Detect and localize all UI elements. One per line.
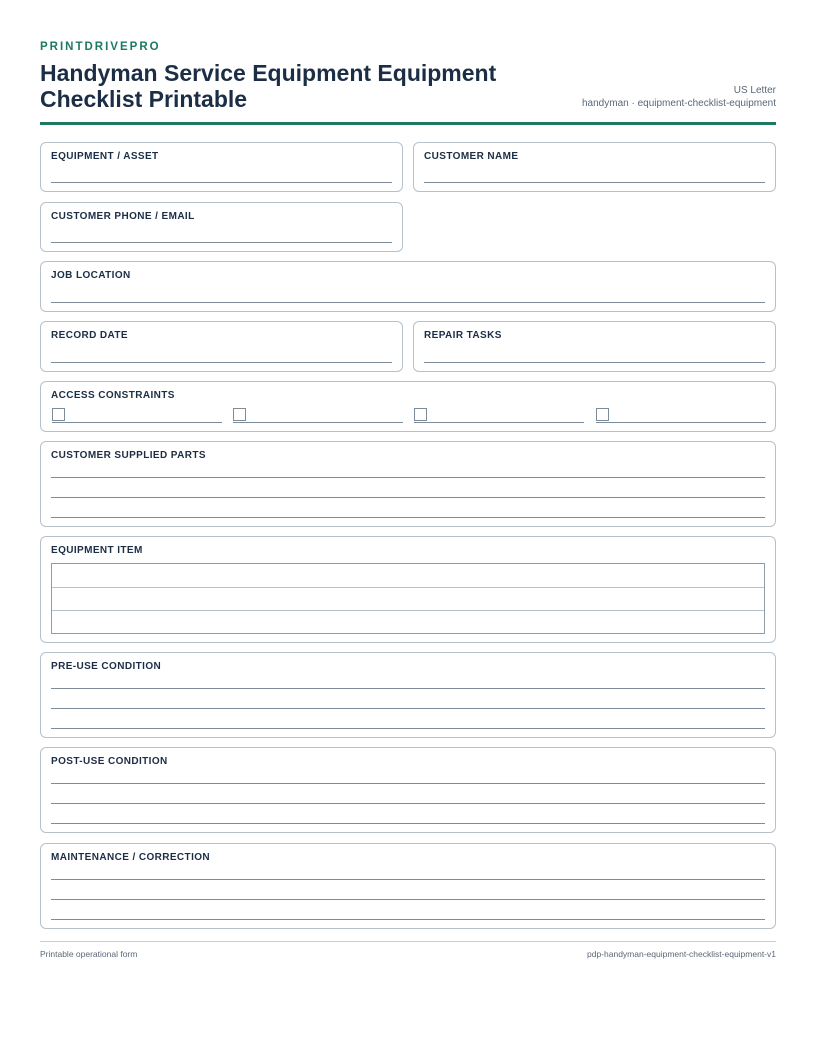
field-job-location [40,261,776,312]
write-line[interactable] [51,728,765,729]
write-line[interactable] [51,823,765,824]
access-option [414,408,584,424]
write-line[interactable] [51,688,765,689]
field-label: JOB LOCATION [51,270,131,281]
checkbox[interactable] [233,408,246,421]
footer-form-id: pdp-handyman-equipment-checklist-equipment-v1 [587,949,776,959]
field-label: REPAIR TASKS [424,330,502,341]
write-line[interactable] [51,242,392,243]
write-line[interactable] [51,182,392,183]
write-line[interactable] [51,879,765,880]
field-equipment-item [40,536,776,643]
table-row-divider [52,610,764,611]
equipment-table [51,563,765,634]
write-line[interactable] [51,477,765,478]
checkbox[interactable] [596,408,609,421]
access-option [52,408,222,424]
checkbox[interactable] [414,408,427,421]
field-label: CUSTOMER SUPPLIED PARTS [51,450,206,461]
field-repair-tasks [413,321,776,372]
field-record-date [40,321,403,372]
write-line[interactable] [51,919,765,920]
footer-left-text: Printable operational form [40,949,138,959]
field-label: EQUIPMENT ITEM [51,545,143,556]
write-line[interactable] [51,803,765,804]
write-line[interactable] [424,182,765,183]
field-label: POST-USE CONDITION [51,756,168,767]
write-line[interactable] [233,422,403,423]
field-label: MAINTENANCE / CORRECTION [51,852,211,863]
brand-logo: PRINTDRIVEPRO [40,41,161,53]
page-meta [582,84,776,110]
field-label: CUSTOMER PHONE / EMAIL [51,211,195,222]
table-row-divider [52,587,764,588]
write-line[interactable] [596,422,766,423]
field-label: PRE-USE CONDITION [51,661,162,672]
write-line[interactable] [51,899,765,900]
checkbox[interactable] [52,408,65,421]
field-maintenance-correction [40,843,776,929]
write-line[interactable] [51,708,765,709]
header-rule [40,122,776,125]
write-line[interactable] [414,422,584,423]
field-access-constraints [40,381,776,432]
field-equipment-asset [40,142,403,192]
field-customer-supplied-parts [40,441,776,527]
field-pre-use-condition [40,652,776,738]
write-line[interactable] [51,517,765,518]
field-post-use-condition [40,747,776,833]
field-label: CUSTOMER NAME [424,151,519,162]
field-label: EQUIPMENT / ASSET [51,151,159,162]
field-label: ACCESS CONSTRAINTS [51,390,175,401]
write-line[interactable] [424,362,765,363]
write-line[interactable] [51,302,765,303]
write-line[interactable] [51,783,765,784]
write-line[interactable] [51,497,765,498]
paper-size: US Letter [733,85,776,96]
access-option [596,408,766,424]
field-label: RECORD DATE [51,330,128,341]
page-title: Handyman Service Equipment Equipment Checklist Printable [40,60,497,112]
footer-rule [40,941,776,942]
write-line[interactable] [52,422,222,423]
field-customer-contact [40,202,403,252]
field-customer-name [413,142,776,192]
access-option [233,408,403,424]
write-line[interactable] [51,362,392,363]
template-path: handyman · equipment-checklist-equipment [582,98,776,109]
